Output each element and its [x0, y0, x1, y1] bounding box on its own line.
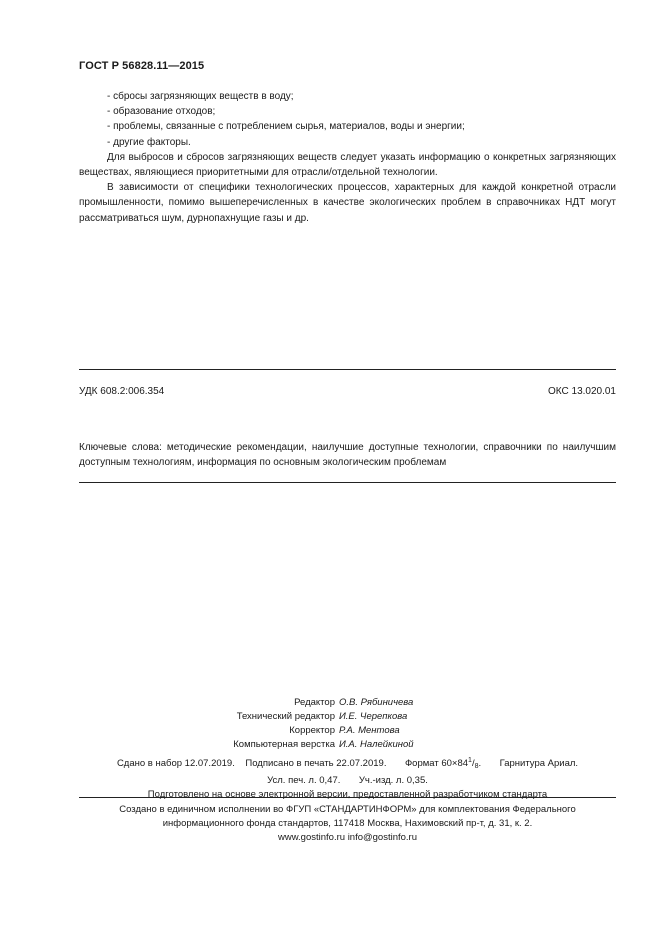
print-line-1: Сдано в набор 12.07.2019. Подписано в печать 22.07.2019. Формат $60\times 84^1/_8$. Гарнитура Ариал. [116, 757, 579, 770]
document-header: ГОСТ Р 56828.11—2015 [79, 60, 205, 72]
list-item: - проблемы, связанные с потреблением сырья, материалов, воды и энергии; [107, 121, 465, 133]
print-info [79, 754, 616, 802]
keywords: Ключевые слова: методические рекомендации, наилучшие доступные технологии, справочники по наилучшим доступным технологиям, информация по основным экологическим проблемам [79, 442, 616, 468]
footer-line-2: информационного фонда стандартов, 117418 Москва, Нахимовский пр-т, д. 31, к. 2. [162, 818, 533, 829]
divider-top [79, 369, 616, 370]
divider-bottom [79, 482, 616, 483]
email-link[interactable]: info@gostinfo.ru [347, 832, 418, 843]
footer-contacts [79, 831, 616, 845]
credit-row: Технический редактор И.Е. Черепкова [236, 711, 408, 722]
list-item: - другие факторы. [107, 136, 191, 148]
oks-code: ОКС 13.020.01 [548, 386, 616, 397]
divider-footer [79, 797, 616, 798]
print-line-3: Подготовлено на основе электронной версии, предоставленной разработчиком стандарта [147, 789, 548, 800]
list-item: - образование отходов; [107, 106, 216, 118]
list-item: - сбросы загрязняющих веществ в воду; [107, 91, 294, 102]
credit-row: Редактор О.В. Рябиничева [294, 697, 414, 708]
credits-block [0, 696, 661, 752]
paragraph: В зависимости от специфики технологических процессов, характерных для каждой конкретной отрасли промышленности, помимо вышеперечисленных в качестве экологических проблем в справочниках НДТ могут рассматриваться шум, дурнопахнущие газы и др. [79, 182, 616, 224]
credit-row: Корректор Р.А. Ментова [289, 725, 400, 736]
footer-line-1: Создано в единичном исполнении во ФГУП «СТАНДАРТИНФОРМ» для комплектования Федерального [119, 804, 576, 815]
publisher-footer [79, 803, 616, 845]
credit-row: Компьютерная верстка И.А. Налейкиной [233, 739, 414, 750]
paragraph: Для выбросов и сбросов загрязняющих веществ следует указать информацию о конкретных загрязняющих веществах, являющиеся приоритетными для отрасли/отдельной технологии. [79, 151, 616, 179]
website-link[interactable]: www.gostinfo.ru [277, 832, 346, 843]
body-text [79, 89, 616, 226]
print-line-2: Усл. печ. л. 0,47. Уч.-изд. л. 0,35. [267, 775, 428, 786]
udk-code: УДК 608.2:006.354 [79, 386, 165, 397]
